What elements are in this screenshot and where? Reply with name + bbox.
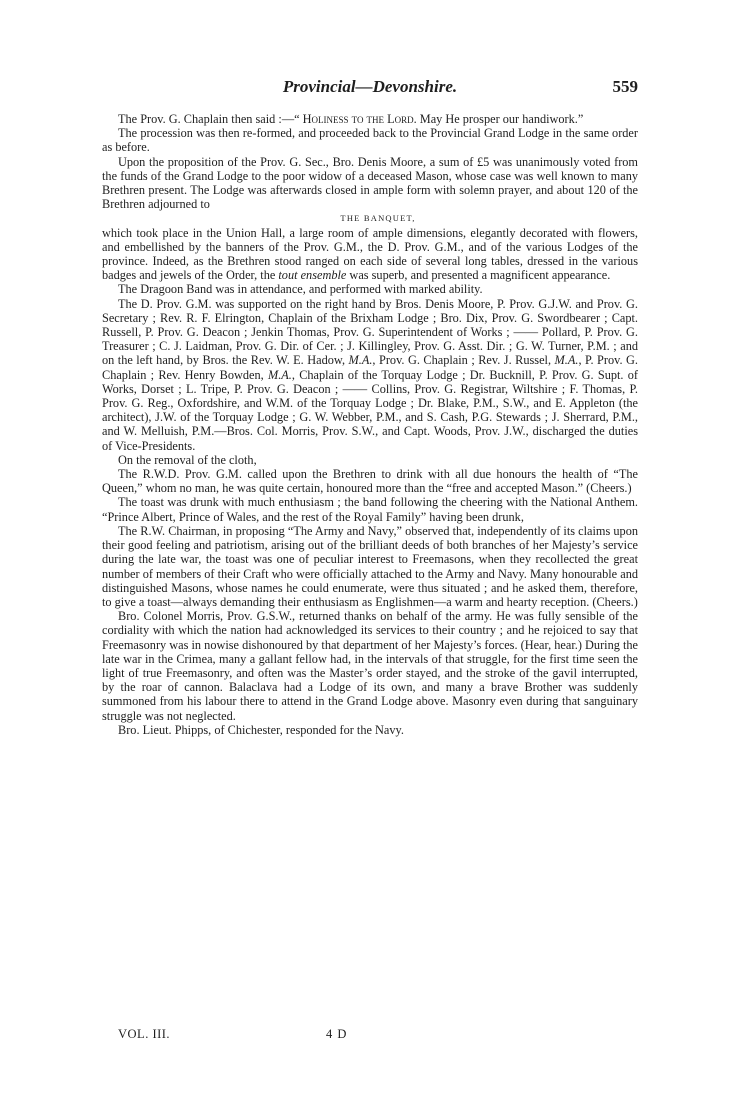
motto-text: Holiness to the Lord. xyxy=(302,112,417,126)
article-body xyxy=(102,112,638,737)
paragraph-queen-toast: The R.W.D. Prov. G.M. called upon the Brethren to drink with all due honours the health of “The Queen,” whom no man, he was quite certain, honoured more than the “free and accepted Mason.” (Cheers.) xyxy=(102,467,638,496)
degree-abbrev: M.A. xyxy=(267,367,292,382)
paragraph-union-hall xyxy=(102,226,638,283)
running-title: Provincial—Devonshire. xyxy=(282,77,458,96)
paragraph-dragoon-band: The Dragoon Band was in attendance, and performed with marked ability. xyxy=(118,282,483,297)
page-header xyxy=(102,77,638,101)
paragraph-chaplain-prayer xyxy=(102,112,638,126)
page-number: 559 xyxy=(612,77,638,96)
paragraph-national-anthem: The toast was drunk with much enthusiasm ; the band following the cheering with the National Anthem. “Prince Albert, Prince of Wales, and the rest of the Royal Family” having been drunk, xyxy=(102,495,638,524)
volume-label: VOL. III. xyxy=(118,1027,171,1041)
paragraph-supporters xyxy=(102,297,638,453)
paragraph-text: The D. Prov. G.M. was supported on the right hand by Bros. Denis Moore, P. Prov. G.J.W. and Prov. G. Secretary ; Rev. R. F. Elrington, Chaplain of the Brixham Lodge ; Bro. Dix, Prov. G. Swordbearer ; Capt. Russell, P. Prov. G. Deacon ; Jenkin Thomas, Prov. G. Superintendent of Works ; —— Pollard, P. Prov. G. Treasurer ; C. J. Laidman, Prov. G. Dir. of Cer. ; J. Killingley, Prov. G. Asst. Dir. ; G. W. Turner, P.M. ; and on the left hand, by Bros. the Rev. W. E. Hadow, xyxy=(102,296,638,368)
section-heading-banquet: THE BANQUET, xyxy=(340,213,416,224)
paragraph-army-navy-toast: The R.W. Chairman, in proposing “The Army and Navy,” observed that, independently of its claims upon their good feeling and patriotism, arising out of the brilliant deeds of both branches of her Majesty’s service during the late war, the toast was one of peculiar interest to Freemasons, when they recollected the great number of members of their Craft who were officially attached to the Army and Navy. Many honourable and distinguished Masons, whose names he could enumerate, were thus situated ; and he asked them, therefore, to give a toast—always demanding their enthusiasm as Englishmen—a warm and hearty reception. (Cheers.) xyxy=(102,523,638,609)
paragraph-procession: The procession was then re-formed, and proceeded back to the Provincial Grand Lodge in the same order as before. xyxy=(102,126,638,155)
paragraph-cloth-removal: On the removal of the cloth, xyxy=(118,452,257,467)
paragraph-colonel-morris: Bro. Colonel Morris, Prov. G.S.W., returned thanks on behalf of the army. He was fully sensible of the cordiality with which the nation had acknowledged its services to their country ; and he rejoiced to say that Freemasonry was in nowise dishonoured by that department of her Majesty’s forces. (Hear, hear.) During the late war in the Crimea, many a gallant fellow had, in the intervals of that struggle, for the first time seen the light of true Freemasonry, and often was the Master’s order stayed, and the stroke of the gavil interrupted, by the roar of cannon. Balaclava had a Lodge of its own, and many a brave Brother was suddenly summoned from his labour there to attend in the Grand Lodge above. Masonry even during that sanguinary struggle was not neglected. xyxy=(102,609,638,723)
signature-mark: 4 D xyxy=(326,1027,348,1041)
paragraph-text: The Prov. G. Chaplain then said :—“ xyxy=(118,112,303,126)
paragraph-widow-grant: Upon the proposition of the Prov. G. Sec., Bro. Denis Moore, a sum of £5 was unanimously voted from the funds of the Grand Lodge to the poor widow of a deceased Mason, whose case was well known to many Brethren present. The Lodge was afterwards closed in ample form with solemn prayer, and about 120 of the Brethren adjourned to xyxy=(102,154,638,212)
paragraph-lieut-phipps: Bro. Lieut. Phipps, of Chichester, responded for the Navy. xyxy=(118,722,404,737)
paragraph-text: , Chaplain of the Torquay Lodge ; Dr. Bucknill, P. Prov. G. Supt. of Works, Dorset ; L. Tripe, P. Prov. G. Deacon ; —— Collins, Prov. G. Registrar, Wiltshire ; F. Thomas, P. Prov. G. Reg., Oxfordshire, and W.M. of the Torquay Lodge ; Dr. Blake, P.M., S.W., and E. Appleton (the architect), J.W. of the Torquay Lodge ; G. W. Webber, P.M., and S. Cash, P.G. Stewards ; J. Sherrard, P.M., and W. Melluish, P.M.—Bros. Col. Morris, Prov. S.W., and Capt. Woods, Prov. J.W., discharged the duties of Vice-Presidents. xyxy=(102,367,639,453)
italic-phrase: tout ensemble xyxy=(278,268,347,283)
page-footer xyxy=(118,1027,418,1043)
paragraph-text: , Prov. G. Chaplain ; Rev. J. Russel, xyxy=(372,353,555,368)
paragraph-text: which took place in the Union Hall, a large room of ample dimensions, elegantly decorated with flowers, and embellished by the banners of the Prov. G.M., the D. Prov. G.M., and of the various Lodges of the province. Indeed, as the Brethren stood ranged on each side of several long tables, dressed in the various badges and jewels of the Order, the xyxy=(102,225,638,283)
degree-abbrev: M.A. xyxy=(348,353,373,368)
paragraph-text: , P. Prov. G. Chaplain ; Rev. Henry Bowden, xyxy=(102,353,638,382)
paragraph-text: was superb, and presented a magnificent appearance. xyxy=(346,268,611,283)
paragraph-text: May He prosper our handiwork.” xyxy=(416,112,584,126)
degree-abbrev: M.A. xyxy=(554,353,579,368)
